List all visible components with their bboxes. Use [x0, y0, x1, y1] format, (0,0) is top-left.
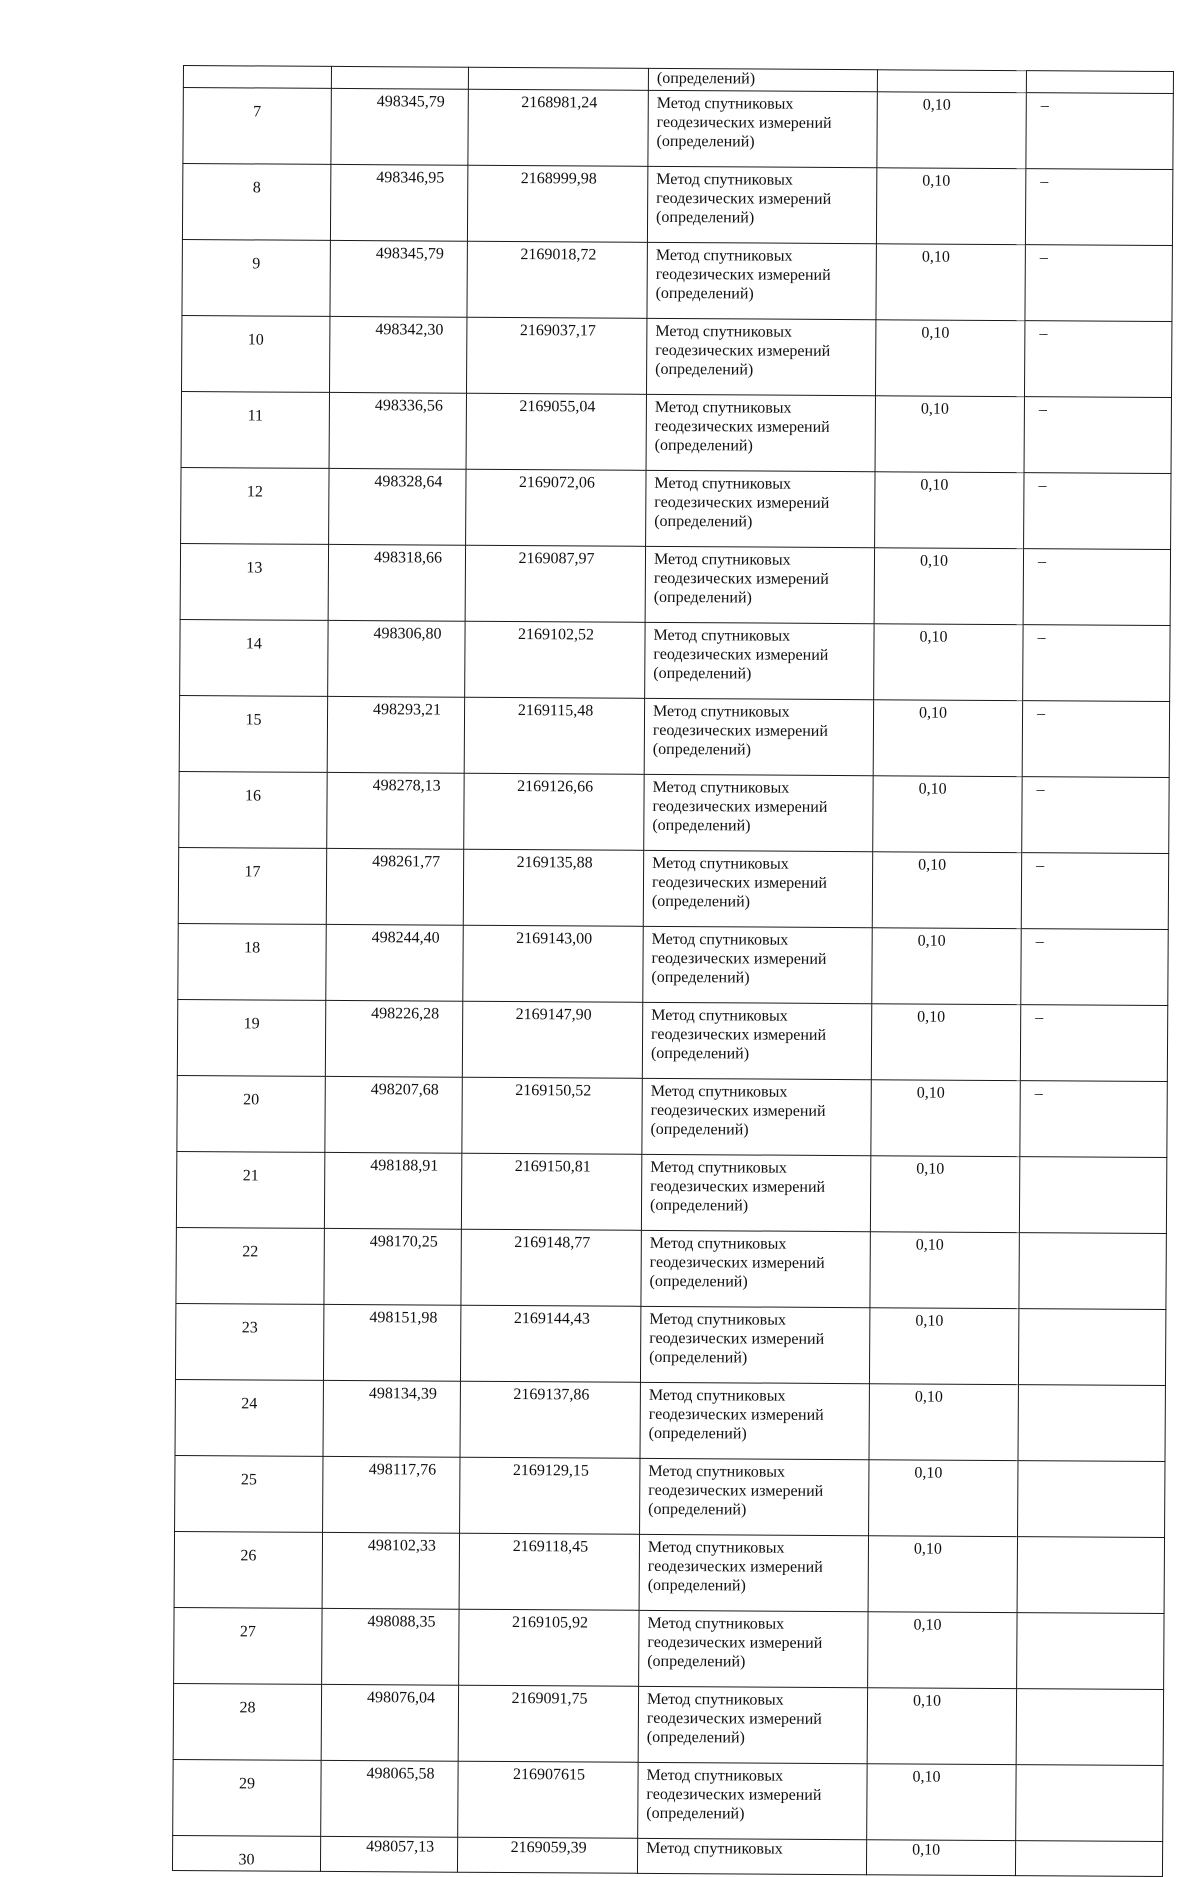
method-line: геодезических измерений: [655, 341, 831, 360]
method-line: Метод спутниковых: [647, 1538, 785, 1557]
method-line: Метод спутниковых: [656, 94, 794, 113]
method-cell: [641, 1154, 870, 1231]
x-coordinate-cell: 498345,79: [330, 240, 467, 317]
method-line: Метод спутниковых: [655, 322, 793, 341]
table-row: [176, 1151, 1166, 1233]
table-row: [182, 164, 1172, 246]
method-cell: [644, 698, 873, 775]
y-coordinate-cell: 2169037,17: [467, 317, 647, 394]
method-line: (определений): [651, 968, 750, 987]
table-row: [177, 1075, 1167, 1157]
x-coordinate-cell: 498261,77: [326, 848, 463, 925]
extra-cell: –: [1022, 777, 1169, 854]
point-number-cell: 24: [175, 1379, 323, 1456]
extra-cell: –: [1023, 625, 1170, 702]
method-cell: [640, 1458, 869, 1535]
method-line: геодезических измерений: [653, 569, 829, 588]
document-page: [172, 65, 1173, 1877]
y-coordinate-cell: 2168981,24: [468, 89, 648, 166]
method-line: Метод спутниковых: [653, 626, 791, 645]
point-number-cell: 25: [175, 1455, 323, 1532]
extra-cell: –: [1020, 1081, 1167, 1158]
method-line: геодезических измерений: [656, 189, 832, 208]
y-coordinate-cell: 2168999,98: [467, 165, 647, 242]
point-number-cell: 7: [183, 88, 331, 165]
method-line: (определений): [646, 1804, 745, 1823]
method-line: геодезических измерений: [649, 1253, 825, 1272]
point-number-cell: 10: [182, 315, 330, 392]
method-line: (определений): [654, 436, 753, 455]
method-line: Метод спутниковых: [649, 1234, 787, 1253]
table-row: [180, 619, 1170, 701]
method-line: геодезических измерений: [654, 493, 830, 512]
method-line: Метод спутниковых: [656, 170, 793, 189]
method-line: геодезических измерений: [648, 1481, 824, 1500]
accuracy-cell: 0,10: [876, 168, 1025, 245]
accuracy-cell: 0,10: [874, 548, 1023, 625]
method-line: Метод спутниковых: [650, 1158, 787, 1177]
method-cell: [643, 926, 872, 1003]
y-coordinate-cell: 2169144,43: [460, 1305, 640, 1382]
method-line: (определений): [647, 1652, 746, 1671]
method-line: геодезических измерений: [646, 1709, 822, 1728]
y-coordinate-cell: 2169105,92: [459, 1609, 639, 1686]
method-cell: [640, 1382, 869, 1459]
method-cell: [648, 90, 877, 167]
method-cell: [638, 1762, 867, 1839]
accuracy-cell: 0,10: [877, 92, 1026, 169]
method-cell: [645, 622, 874, 699]
method-line: геодезических измерений: [651, 1025, 827, 1044]
extra-cell: –: [1021, 929, 1168, 1006]
accuracy-cell: 0,10: [875, 472, 1024, 549]
method-line: геодезических измерений: [655, 265, 831, 284]
accuracy-cell: 0,10: [869, 1384, 1018, 1461]
y-coordinate-cell: 2169143,00: [463, 925, 643, 1002]
extra-cell: –: [1024, 397, 1171, 474]
x-coordinate-cell: 498076,04: [321, 1684, 458, 1761]
method-line: Метод спутниковых: [649, 1310, 787, 1329]
y-coordinate-cell: 2169018,72: [467, 241, 647, 318]
method-line: Метод спутниковых: [651, 1006, 788, 1025]
extra-cell: –: [1020, 1005, 1167, 1082]
y-coordinate-cell: 2169135,88: [463, 849, 643, 926]
extra-cell: [1017, 1613, 1164, 1690]
accuracy-cell: 0,10: [872, 928, 1021, 1005]
method-line: (определений): [651, 892, 751, 911]
method-cell: [638, 1686, 867, 1763]
method-line: Метод спутниковых: [647, 1614, 785, 1633]
x-coordinate-cell: 498306,80: [328, 620, 465, 697]
method-cell: [639, 1610, 868, 1687]
method-cell: [644, 774, 873, 851]
y-coordinate-cell: 2169091,75: [458, 1685, 638, 1762]
method-line: геодезических измерений: [656, 113, 832, 132]
method-cell: Метод спутниковых: [637, 1838, 866, 1874]
table-row: [178, 847, 1168, 929]
extra-cell: [1016, 1765, 1163, 1842]
point-number-cell: 18: [178, 923, 326, 1000]
point-number-cell: 26: [174, 1531, 322, 1608]
y-coordinate-cell: 2169055,04: [466, 393, 646, 470]
point-number-cell: 29: [173, 1759, 321, 1836]
method-line: Метод спутниковых: [648, 1386, 786, 1405]
accuracy-cell: 0,10: [873, 776, 1022, 853]
point-number-cell: 15: [179, 695, 327, 772]
extra-cell: [1019, 1233, 1166, 1310]
point-number-cell: 28: [173, 1683, 321, 1760]
method-line: (определений): [648, 1424, 747, 1443]
accuracy-cell: 0,10: [869, 1460, 1018, 1537]
accuracy-cell: 0,10: [871, 1004, 1020, 1081]
method-line: геодезических измерений: [649, 1329, 825, 1348]
method-line: геодезических измерений: [650, 1177, 826, 1196]
table-row: [176, 1227, 1166, 1309]
method-cell: [646, 470, 875, 547]
accuracy-cell: 0,10: [871, 1080, 1020, 1157]
table-row: [173, 1759, 1163, 1841]
x-coordinate-cell: 498134,39: [323, 1380, 460, 1457]
point-number-cell: 9: [182, 239, 330, 316]
method-line: геодезических измерений: [652, 797, 828, 816]
method-line: Метод спутниковых: [648, 1462, 786, 1481]
point-number-cell: 21: [176, 1151, 324, 1228]
method-line: (определений): [649, 1348, 748, 1367]
x-coordinate-cell: 498088,35: [322, 1608, 459, 1685]
table-row: [181, 391, 1171, 473]
x-coordinate-cell: 498188,91: [324, 1152, 461, 1229]
y-coordinate-cell: 2169129,15: [460, 1457, 640, 1534]
x-coordinate-cell: 498151,98: [323, 1304, 460, 1381]
method-cell: [642, 1078, 871, 1155]
y-coordinate-cell: 2169072,06: [466, 469, 646, 546]
extra-cell: –: [1024, 321, 1171, 398]
accuracy-cell: 0,10: [868, 1612, 1017, 1689]
accuracy-cell: 0,10: [875, 396, 1024, 473]
method-cell: [646, 394, 875, 471]
extra-cell: –: [1021, 853, 1168, 930]
table-row: [175, 1455, 1165, 1537]
extra-cell: [1018, 1309, 1165, 1386]
point-number-cell: 27: [174, 1607, 322, 1684]
x-coordinate-cell: 498207,68: [325, 1076, 462, 1153]
table-row: [174, 1531, 1164, 1613]
method-line: Метод спутниковых: [646, 1766, 784, 1785]
extra-cell: [1017, 1537, 1164, 1614]
point-number-cell: 19: [177, 999, 325, 1076]
method-line: Метод спутниковых: [654, 474, 792, 493]
y-coordinate-cell: 2169148,77: [461, 1229, 641, 1306]
table-row: [178, 923, 1168, 1005]
x-coordinate-cell: 498065,58: [321, 1760, 458, 1837]
accuracy-cell: 0,10: [867, 1688, 1016, 1765]
y-coordinate-cell: 2169087,97: [465, 545, 645, 622]
x-coordinate-cell: 498318,66: [328, 544, 465, 621]
accuracy-cell: 0,10: [876, 244, 1025, 321]
method-line: Метод спутниковых: [654, 398, 792, 417]
extra-cell: [1018, 1461, 1165, 1538]
method-cell: [643, 850, 872, 927]
y-coordinate-cell: 2169118,45: [459, 1533, 639, 1610]
method-line: Метод спутниковых: [655, 246, 793, 265]
point-number-cell: 14: [180, 619, 328, 696]
method-line: (определений): [652, 816, 751, 835]
x-coordinate-cell: 498342,30: [330, 316, 467, 393]
method-line: геодезических измерений: [651, 949, 827, 968]
table-row: [179, 771, 1169, 853]
y-coordinate-cell: 2169150,52: [462, 1077, 642, 1154]
extra-cell: [1015, 1841, 1162, 1877]
method-line: (определений): [650, 1044, 750, 1063]
y-coordinate-cell: 2169115,48: [464, 697, 644, 774]
method-line: геодезических измерений: [654, 417, 830, 436]
method-line: (определений): [656, 132, 755, 151]
x-coordinate-cell: 498102,33: [322, 1532, 459, 1609]
point-number-cell: 23: [175, 1303, 323, 1380]
extra-cell: –: [1022, 701, 1169, 778]
x-coordinate-cell: 498345,79: [331, 88, 468, 165]
method-line: (определений): [654, 512, 753, 531]
accuracy-cell: 0,10: [870, 1156, 1019, 1233]
y-coordinate-cell: 2169102,52: [465, 621, 645, 698]
x-coordinate-cell: 498278,13: [327, 772, 464, 849]
point-number-cell: 22: [176, 1227, 324, 1304]
accuracy-cell: 0,10: [869, 1308, 1018, 1385]
x-coordinate-cell: 498336,56: [329, 392, 466, 469]
x-coordinate-cell: 498226,28: [325, 1000, 462, 1077]
method-line: (определений): [647, 1576, 746, 1595]
table-row-partial: [172, 1835, 1162, 1876]
method-line: геодезических измерений: [648, 1405, 824, 1424]
table-row: [177, 999, 1167, 1081]
method-line: (определений): [655, 284, 754, 303]
table-row: [182, 239, 1172, 321]
table-row: [179, 695, 1169, 777]
y-coordinate-cell: 2169059,39: [457, 1837, 637, 1873]
x-coordinate-cell: 498328,64: [329, 468, 466, 545]
point-number-cell: 30: [172, 1835, 320, 1871]
method-line: Метод спутниковых: [653, 550, 791, 569]
point-number-cell: 8: [182, 164, 330, 241]
table-row: [173, 1683, 1163, 1765]
extra-cell: [1016, 1689, 1163, 1766]
x-coordinate-cell: 498293,21: [327, 696, 464, 773]
method-line: (определений): [655, 360, 754, 379]
method-cell: [642, 1002, 871, 1079]
method-cell: [639, 1534, 868, 1611]
extra-cell: –: [1026, 93, 1173, 170]
accuracy-cell: 0,10: [873, 700, 1022, 777]
method-cell: [645, 546, 874, 623]
accuracy-cell: 0,10: [874, 624, 1023, 701]
method-cell: [646, 318, 875, 395]
point-number-cell: 13: [180, 543, 328, 620]
extra-cell: [1019, 1157, 1166, 1234]
point-number-cell: 20: [177, 1075, 325, 1152]
accuracy-cell: 0,10: [868, 1536, 1017, 1613]
method-cell: (определений): [648, 68, 877, 91]
method-line: Метод спутниковых: [652, 854, 789, 873]
accuracy-cell: 0,10: [875, 320, 1024, 397]
method-line: (определений): [649, 1196, 749, 1215]
accuracy-cell: 0,10: [867, 1764, 1016, 1841]
method-cell: [647, 166, 876, 243]
method-line: Метод спутниковых: [652, 778, 790, 797]
method-line: Метод спутниковых: [651, 930, 789, 949]
extra-cell: [1018, 1385, 1165, 1462]
table-row: [182, 315, 1172, 397]
table-row: [174, 1607, 1164, 1689]
method-line: Метод спутниковых: [650, 1082, 788, 1101]
method-line: (определений): [653, 664, 752, 683]
method-cell: [641, 1230, 870, 1307]
method-line: (определений): [656, 208, 755, 227]
x-coordinate-cell: 498346,95: [330, 164, 467, 241]
method-line: (определений): [650, 1120, 749, 1139]
accuracy-cell: 0,10: [866, 1840, 1015, 1876]
extra-cell: –: [1023, 549, 1170, 626]
table-row: [181, 467, 1171, 549]
method-line: (определений): [649, 1272, 748, 1291]
y-coordinate-cell: 2169137,86: [460, 1381, 640, 1458]
y-coordinate-cell: 216907615: [458, 1761, 638, 1838]
method-line: Метод спутниковых: [646, 1690, 784, 1709]
point-number-cell: 17: [178, 847, 326, 924]
y-coordinate-cell: 2169126,66: [464, 773, 644, 850]
x-coordinate-cell: 498244,40: [326, 924, 463, 1001]
method-line: (определений): [652, 740, 752, 759]
table-row: [175, 1303, 1165, 1385]
method-line: геодезических измерений: [647, 1557, 823, 1576]
method-line: геодезических измерений: [650, 1101, 826, 1120]
accuracy-cell: 0,10: [870, 1232, 1019, 1309]
method-line: геодезических измерений: [647, 1633, 823, 1652]
coordinates-table: [172, 65, 1174, 1877]
extra-cell: –: [1025, 169, 1172, 246]
point-number-cell: 11: [181, 391, 329, 468]
method-cell: [647, 242, 876, 319]
method-line: (определений): [648, 1500, 747, 1519]
method-line: Метод спутниковых: [653, 702, 790, 721]
method-line: (определений): [653, 588, 752, 607]
method-line: геодезических измерений: [652, 721, 828, 740]
extra-cell: –: [1024, 473, 1171, 550]
point-number-cell: 12: [181, 467, 329, 544]
x-coordinate-cell: 498117,76: [323, 1456, 460, 1533]
accuracy-cell: 0,10: [872, 852, 1021, 929]
method-line: геодезических измерений: [651, 873, 828, 892]
y-coordinate-cell: 2169147,90: [462, 1001, 642, 1078]
method-cell: [640, 1306, 869, 1383]
method-line: геодезических измерений: [646, 1785, 822, 1804]
x-coordinate-cell: 498170,25: [324, 1228, 461, 1305]
y-coordinate-cell: 2169150,81: [461, 1153, 641, 1230]
table-row: [183, 88, 1173, 170]
table-row: [175, 1379, 1165, 1461]
extra-cell: –: [1025, 245, 1172, 322]
point-number-cell: 16: [179, 771, 327, 848]
method-line: геодезических измерений: [653, 645, 829, 664]
x-coordinate-cell: 498057,13: [320, 1836, 457, 1872]
table-row: [180, 543, 1170, 625]
method-line: (определений): [646, 1728, 745, 1747]
